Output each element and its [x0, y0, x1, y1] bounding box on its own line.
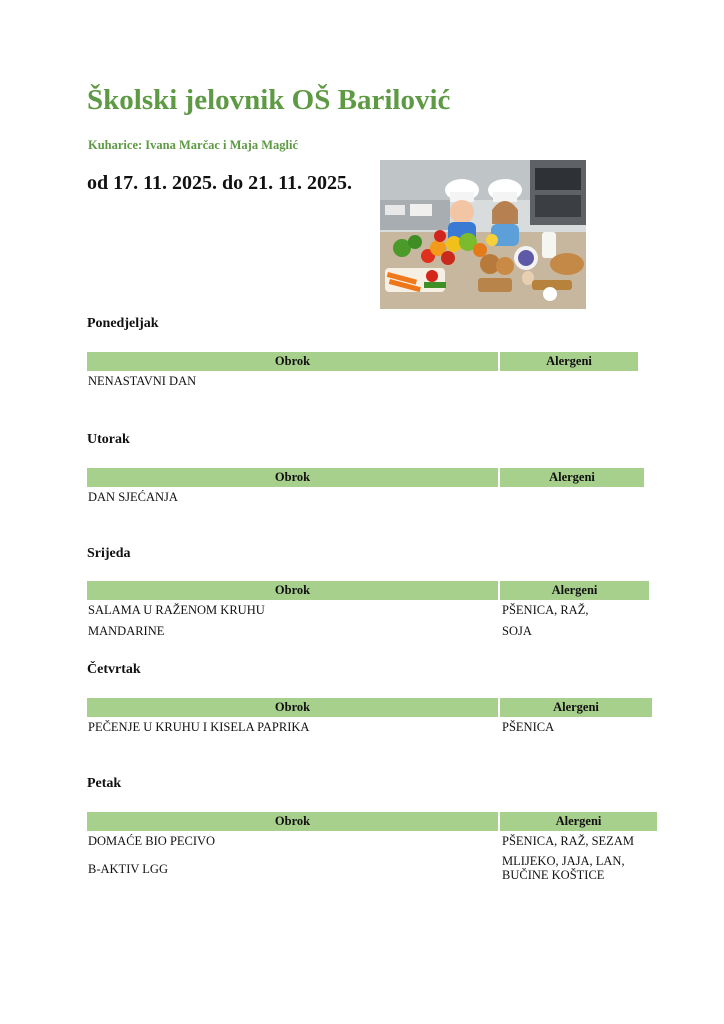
day-heading-cetvrtak: Četvrtak [87, 662, 141, 677]
column-header-allergens: Alergeni [500, 812, 657, 831]
column-header-allergens: Alergeni [500, 581, 649, 600]
column-header-meal: Obrok [87, 352, 498, 371]
allergens-cell: PŠENICA, RAŽ, SEZAM [502, 834, 634, 848]
allergens-cell: SOJA [502, 624, 532, 638]
meal-cell: DOMAĆE BIO PECIVO [88, 834, 216, 848]
meal-cell: NENASTAVNI DAN [88, 374, 197, 388]
meal-cell: B-AKTIV LGG [88, 862, 168, 876]
allergens-cell: MLIJEKO, JAJA, LAN, BUČINE KOŠTICE [502, 854, 625, 882]
table-header [87, 581, 649, 600]
column-header-allergens: Alergeni [500, 352, 638, 371]
table-header [87, 468, 644, 487]
allergens-cell: PŠENICA, RAŽ, [502, 603, 589, 617]
meal-cell: MANDARINE [88, 624, 165, 638]
day-heading-ponedjeljak: Ponedjeljak [87, 316, 159, 331]
column-header-meal: Obrok [87, 698, 498, 717]
kids-with-food-photo [380, 160, 586, 309]
column-header-meal: Obrok [87, 581, 498, 600]
day-heading-srijeda: Srijeda [87, 546, 131, 561]
meal-cell: DAN SJEĆANJA [88, 490, 178, 504]
column-header-allergens: Alergeni [500, 698, 652, 717]
meal-cell: PEČENJE U KRUHU I KISELA PAPRIKA [88, 720, 310, 734]
day-heading-petak: Petak [87, 776, 122, 791]
cooks-line: Kuharice: Ivana Marčac i Maja Maglić [88, 138, 299, 152]
table-header [87, 812, 657, 831]
day-heading-utorak: Utorak [87, 432, 130, 447]
page-title: Školski jelovnik OŠ Barilović [87, 84, 451, 116]
date-range: od 17. 11. 2025. do 21. 11. 2025. [87, 172, 353, 194]
column-header-meal: Obrok [87, 812, 498, 831]
table-header [87, 352, 638, 371]
table-header [87, 698, 652, 717]
column-header-allergens: Alergeni [500, 468, 644, 487]
meal-cell: SALAMA U RAŽENOM KRUHU [88, 603, 265, 617]
column-header-meal: Obrok [87, 468, 498, 487]
allergens-cell: PŠENICA [502, 720, 555, 734]
